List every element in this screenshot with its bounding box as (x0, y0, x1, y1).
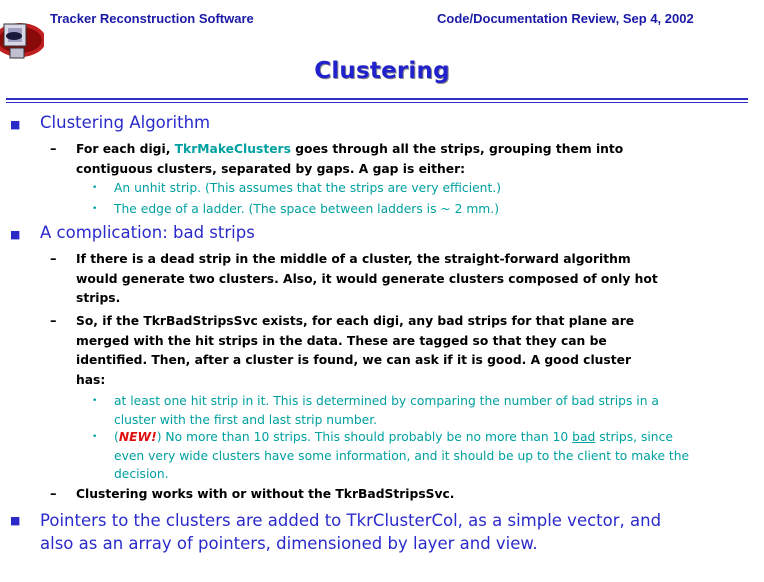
header-left-text: Tracker Reconstruction Software (50, 11, 254, 26)
sub-item-text: An unhit strip. (This assumes that the strips are very efficient.) (114, 181, 501, 195)
sub-bullet-text: Clustering works with or without the TkrBadStripsSvc. (76, 487, 455, 501)
dash-icon: – (50, 142, 57, 157)
new-tag: NEW! (118, 430, 157, 444)
title-rule-thin (6, 102, 748, 103)
sub-bullet-text: So, if the TkrBadStripsSvc exists, for each digi, any bad strips for that plane are merged with the hit strips in the data. These are tagged so that they can be identified. Then, after a cluster is found, we can ask if it is good. A good cluster has: (76, 314, 635, 387)
square-bullet-icon: ■ (10, 514, 21, 527)
dot-bullet-icon: • (92, 183, 98, 193)
sub-bullet-text: If there is a dead strip in the middle of a cluster, the straight-forward algorithm would generate two clusters. Also, it would generate clusters composed of only hot strips. (76, 252, 658, 305)
title-rule (6, 98, 748, 100)
square-bullet-icon: ■ (10, 228, 21, 241)
sub-bullet-text: For each digi, TkrMakeClusters goes through all the strips, grouping them into contiguous clusters, separated by gaps. A gap is either: (76, 142, 624, 176)
dash-icon: – (50, 314, 57, 329)
sub-item-text: The edge of a ladder. (The space between ladders is ~ 2 mm.) (114, 202, 499, 216)
tkrmakeclusters-highlight: TkrMakeClusters (174, 142, 291, 156)
bullet-heading: Clustering Algorithm (40, 113, 211, 132)
dot-bullet-icon: • (92, 432, 98, 442)
dot-bullet-icon: • (92, 204, 98, 214)
dash-icon: – (50, 487, 57, 502)
sub-item-text: (NEW!) No more than 10 strips. This should probably be no more than 10 bad strips, since even very wide clusters have some information, and it should be up to the client to make the decision. (114, 430, 690, 481)
slide-title: Clustering (314, 58, 450, 84)
header-right-text: Code/Documentation Review, Sep 4, 2002 (437, 11, 694, 26)
dash-icon: – (50, 252, 57, 267)
bullet-heading: Pointers to the clusters are added to TkrClusterCol, as a simple vector, and also as an array of pointers, dimensioned by layer and view. (40, 511, 662, 553)
sub-item-text: at least one hit strip in it. This is determined by comparing the number of bad strips in a cluster with the first and last strip number. (114, 394, 659, 427)
dot-bullet-icon: • (92, 396, 98, 406)
bullet-heading: A complication: bad strips (40, 223, 255, 242)
square-bullet-icon: ■ (10, 118, 21, 131)
